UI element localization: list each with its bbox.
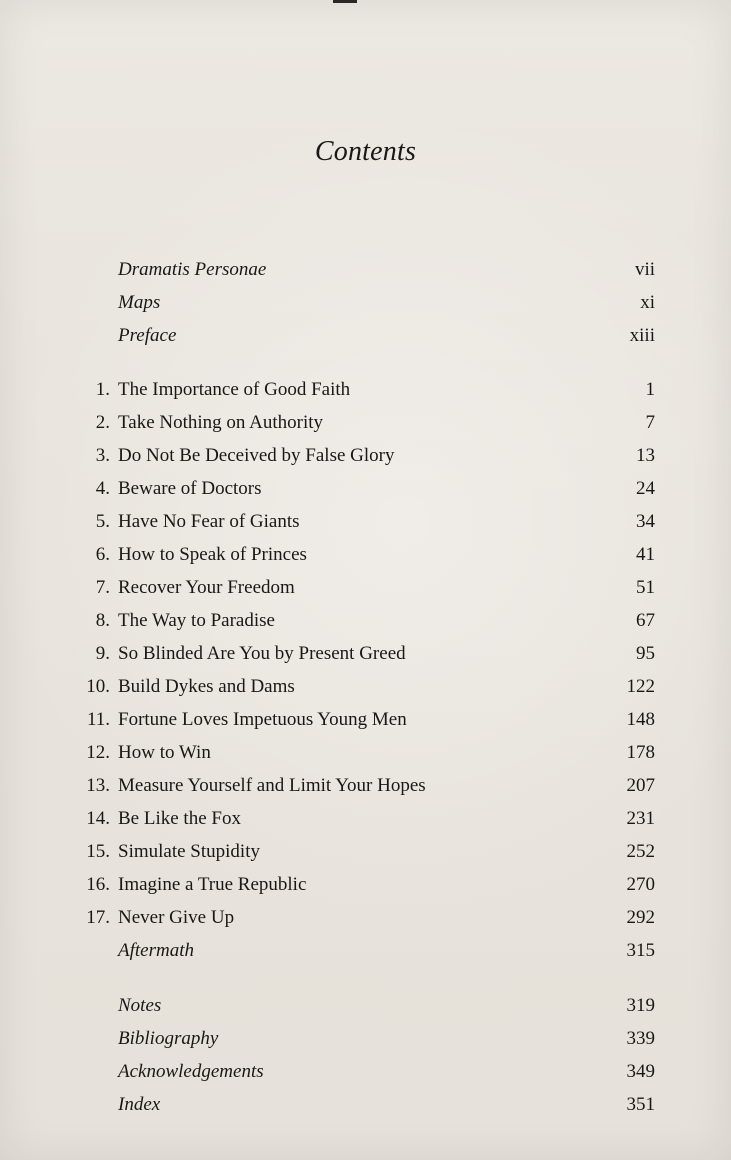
toc-entry-title: Do Not Be Deceived by False Glory [118,445,395,466]
chapter-number: 6. [95,544,110,565]
toc-front-entry [0,254,731,286]
toc-page-number: 252 [626,841,655,862]
toc-entry-title: Measure Yourself and Limit Your Hopes [118,775,426,796]
toc-entry-title: Acknowledgements [118,1061,264,1082]
chapter-number: 11. [86,709,110,730]
toc-chapter-entry [0,374,731,406]
toc-entry-title: Preface [118,325,177,346]
chapter-number: 9. [95,643,110,664]
toc-front-entry [0,320,731,352]
toc-page-number: 349 [626,1061,655,1082]
toc-page-number: vii [634,259,655,280]
chapter-number: 4. [95,478,110,499]
toc-chapter-entry [0,539,731,571]
toc-chapter-entry [0,902,731,934]
toc-page-number: 319 [626,995,655,1016]
toc-page-number: 315 [626,940,655,961]
toc-chapter-entry [0,671,731,703]
toc-chapter-entry [0,704,731,736]
toc-page-number: 13 [636,445,655,466]
chapter-number: 12. [86,742,110,763]
toc-chapter-entry [0,506,731,538]
toc-back-entry [0,1056,731,1088]
toc-page-number: 67 [636,610,655,631]
toc-entry-title: Build Dykes and Dams [118,676,295,697]
chapter-number: 3. [95,445,110,466]
toc-chapter-entry [0,407,731,439]
toc-page-number: 24 [636,478,655,499]
toc-entry-title: Have No Fear of Giants [118,511,300,532]
toc-entry-title: Be Like the Fox [118,808,241,829]
toc-chapter-entry [0,605,731,637]
toc-page-number: 122 [626,676,655,697]
chapter-number: 5. [95,511,110,532]
toc-page-number: 1 [645,379,655,400]
page-title: Contents [314,136,417,167]
toc-page-number: xiii [629,325,655,346]
toc-entry-title: How to Speak of Princes [118,544,307,565]
toc-page-number: 7 [645,412,655,433]
toc-chapter-entry [0,836,731,868]
chapter-number: 7. [95,577,110,598]
toc-back-entry [0,1089,731,1121]
toc-entry-title: Beware of Doctors [118,478,262,499]
toc-chapter-entry [0,737,731,769]
toc-page-number: 34 [636,511,655,532]
chapter-number: 16. [86,874,110,895]
toc-page-number: xi [640,292,655,313]
toc-aftermath-entry [0,935,731,967]
toc-entry-title: How to Win [118,742,211,763]
toc-entry-title: So Blinded Are You by Present Greed [118,643,406,664]
toc-entry-title: Imagine a True Republic [118,874,307,895]
toc-entry-title: Notes [118,995,162,1016]
toc-chapter-entry [0,440,731,472]
toc-chapter-entry [0,803,731,835]
toc-page-number: 51 [636,577,655,598]
toc-entry-title: Index [118,1094,161,1115]
chapter-number: 13. [86,775,110,796]
toc-page-number: 231 [626,808,655,829]
toc-entry-title: Never Give Up [118,907,235,928]
chapter-number: 15. [86,841,110,862]
toc-page-number: 339 [626,1028,655,1049]
toc-chapter-entry [0,572,731,604]
toc-entry-title: Aftermath [118,940,194,961]
toc-entry-title: The Importance of Good Faith [118,379,351,400]
chapter-number: 14. [86,808,110,829]
toc-page-number: 292 [626,907,655,928]
toc-page-number: 41 [636,544,655,565]
toc-page-number: 95 [636,643,655,664]
toc-front-entry [0,287,731,319]
toc-chapter-entry [0,638,731,670]
toc-entry-title: Bibliography [118,1028,219,1049]
chapter-number: 1. [95,379,110,400]
toc-back-entry [0,990,731,1022]
toc-chapter-entry [0,869,731,901]
toc-entry-title: Simulate Stupidity [118,841,260,862]
chapter-number: 8. [95,610,110,631]
toc-entry-title: The Way to Paradise [118,610,275,631]
toc-chapter-entry [0,473,731,505]
toc-back-entry [0,1023,731,1055]
toc-entry-title: Fortune Loves Impetuous Young Men [118,709,407,730]
chapter-number: 17. [86,907,110,928]
toc-page-number: 178 [626,742,655,763]
toc-entry-title: Recover Your Freedom [118,577,295,598]
toc-page-number: 270 [626,874,655,895]
toc-page-number: 207 [626,775,655,796]
top-printer-mark [333,0,357,3]
toc-chapter-entry [0,770,731,802]
toc-entry-title: Maps [118,292,161,313]
chapter-number: 10. [86,676,110,697]
toc-page-number: 148 [626,709,655,730]
chapter-number: 2. [95,412,110,433]
toc-entry-title: Dramatis Personae [118,259,267,280]
toc-page-number: 351 [626,1094,655,1115]
toc-entry-title: Take Nothing on Authority [118,412,324,433]
